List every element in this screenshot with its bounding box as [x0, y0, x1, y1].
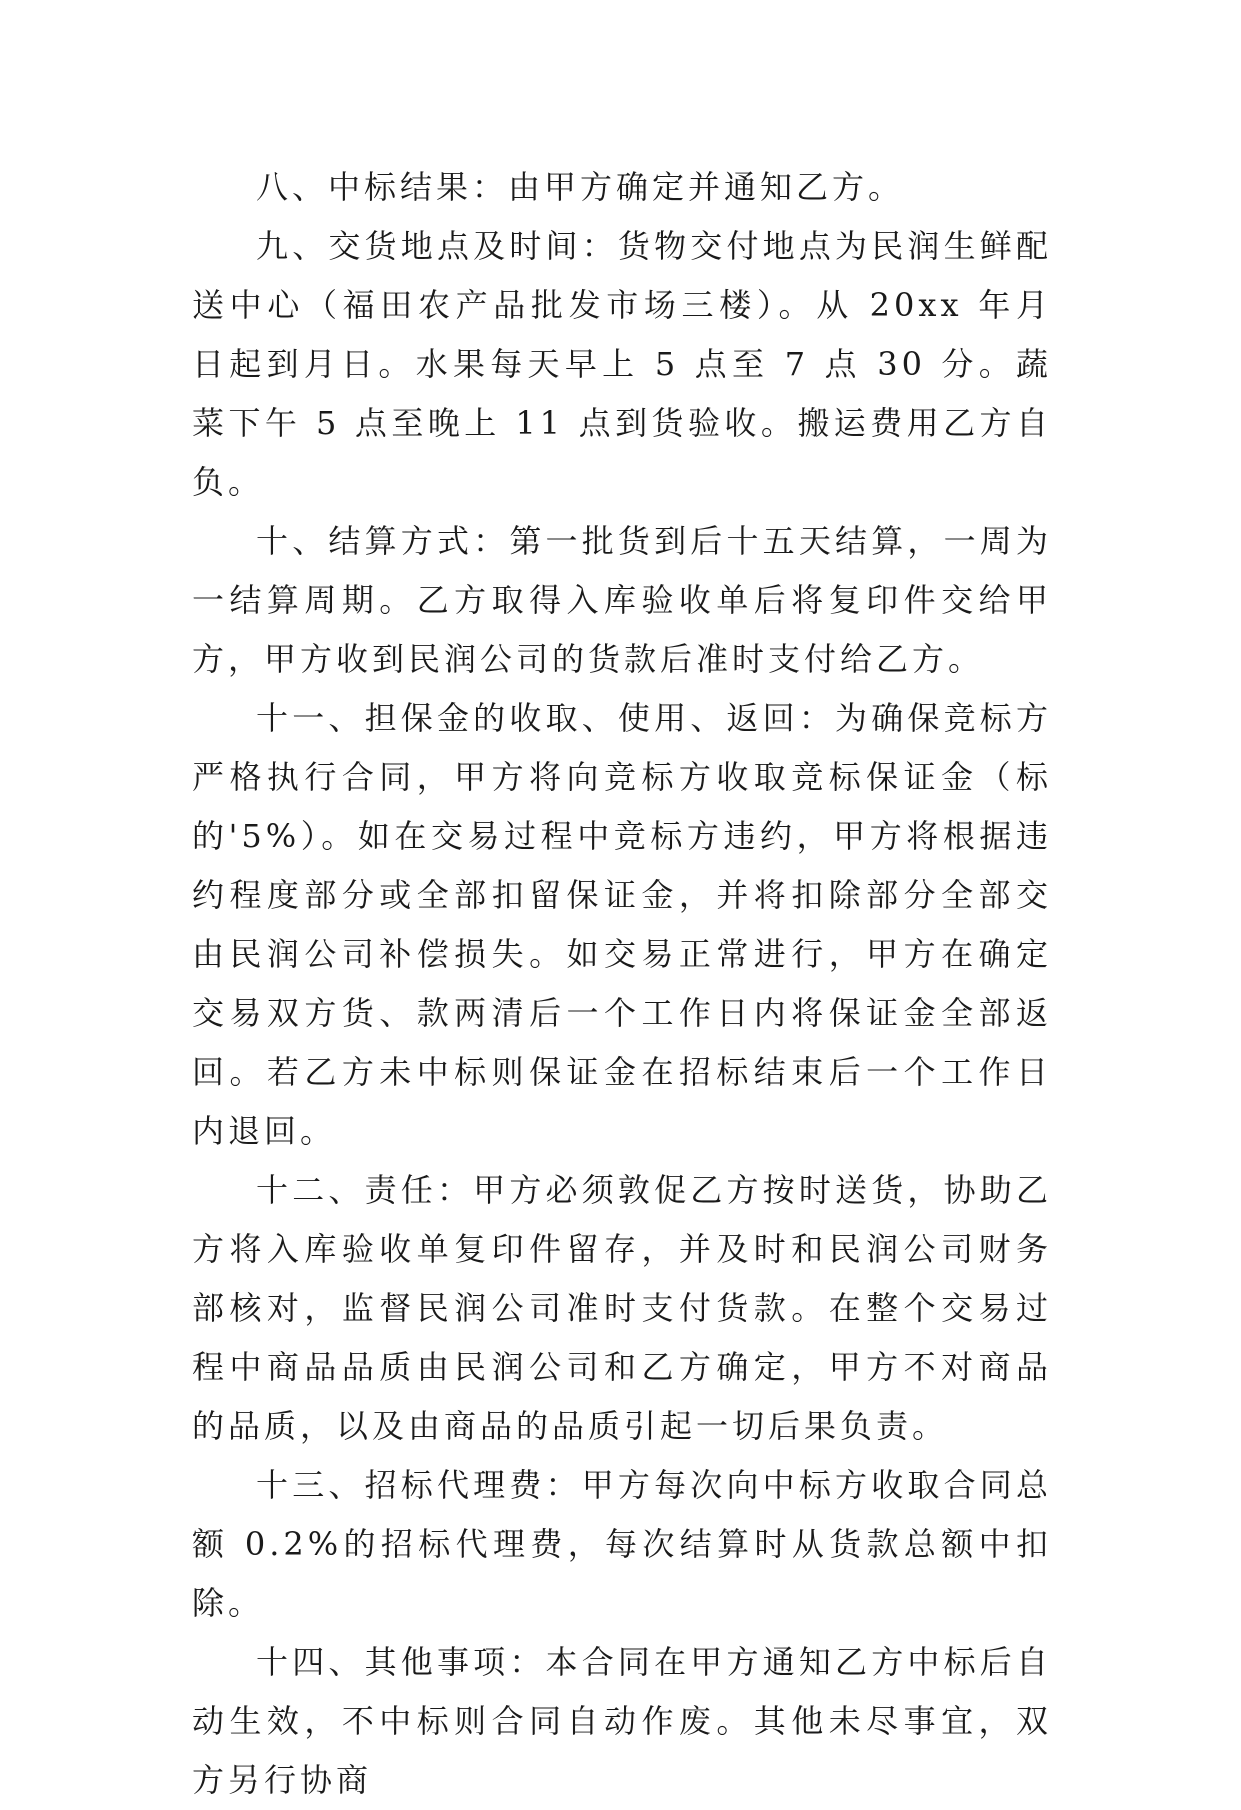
clause-11-paragraph: 十一、担保金的收取、使用、返回：为确保竞标方严格执行合同，甲方将向竞标方收取竞标保证金（标的'5%）。如在交易过程中竞标方违约，甲方将根据违约程度部分或全部扣留保证金，并将扣除部分全部交由民润公司补偿损失。如交易正常进行，甲方在确定交易双方货、款两清后一个工作日内将保证金全部返回。若乙方未中标则保证金在招标结束后一个工作日内退回。: [192, 699, 1052, 1150]
clause-9-paragraph: 九、交货地点及时间：货物交付地点为民润生鲜配送中心（福田农产品批发市场三楼）。从 20xx 年月日起到月日。水果每天早上 5 点至 7 点 30 分。蔬菜下午 5 点至晚上 11 点到货验收。搬运费用乙方自负。: [192, 227, 1052, 501]
document-body: [192, 158, 1052, 1810]
clause-14-paragraph: 十四、其他事项：本合同在甲方通知乙方中标后自动生效，不中标则合同自动作废。其他未尽事宜，双方另行协商: [192, 1643, 1052, 1799]
clause-12-paragraph: 十二、责任：甲方必须敦促乙方按时送货，协助乙方将入库验收单复印件留存，并及时和民润公司财务部核对，监督民润公司准时支付货款。在整个交易过程中商品品质由民润公司和乙方确定，甲方不对商品的品质，以及由商品的品质引起一切后果负责。: [192, 1171, 1052, 1445]
clause-8-paragraph: 八、中标结果：由甲方确定并通知乙方。: [256, 168, 905, 206]
clause-10-paragraph: 十、结算方式：第一批货到后十五天结算，一周为一结算周期。乙方取得入库验收单后将复印件交给甲方，甲方收到民润公司的货款后准时支付给乙方。: [192, 522, 1052, 678]
clause-13-paragraph: 十三、招标代理费：甲方每次向中标方收取合同总额 0.2%的招标代理费，每次结算时从货款总额中扣除。: [192, 1466, 1052, 1622]
